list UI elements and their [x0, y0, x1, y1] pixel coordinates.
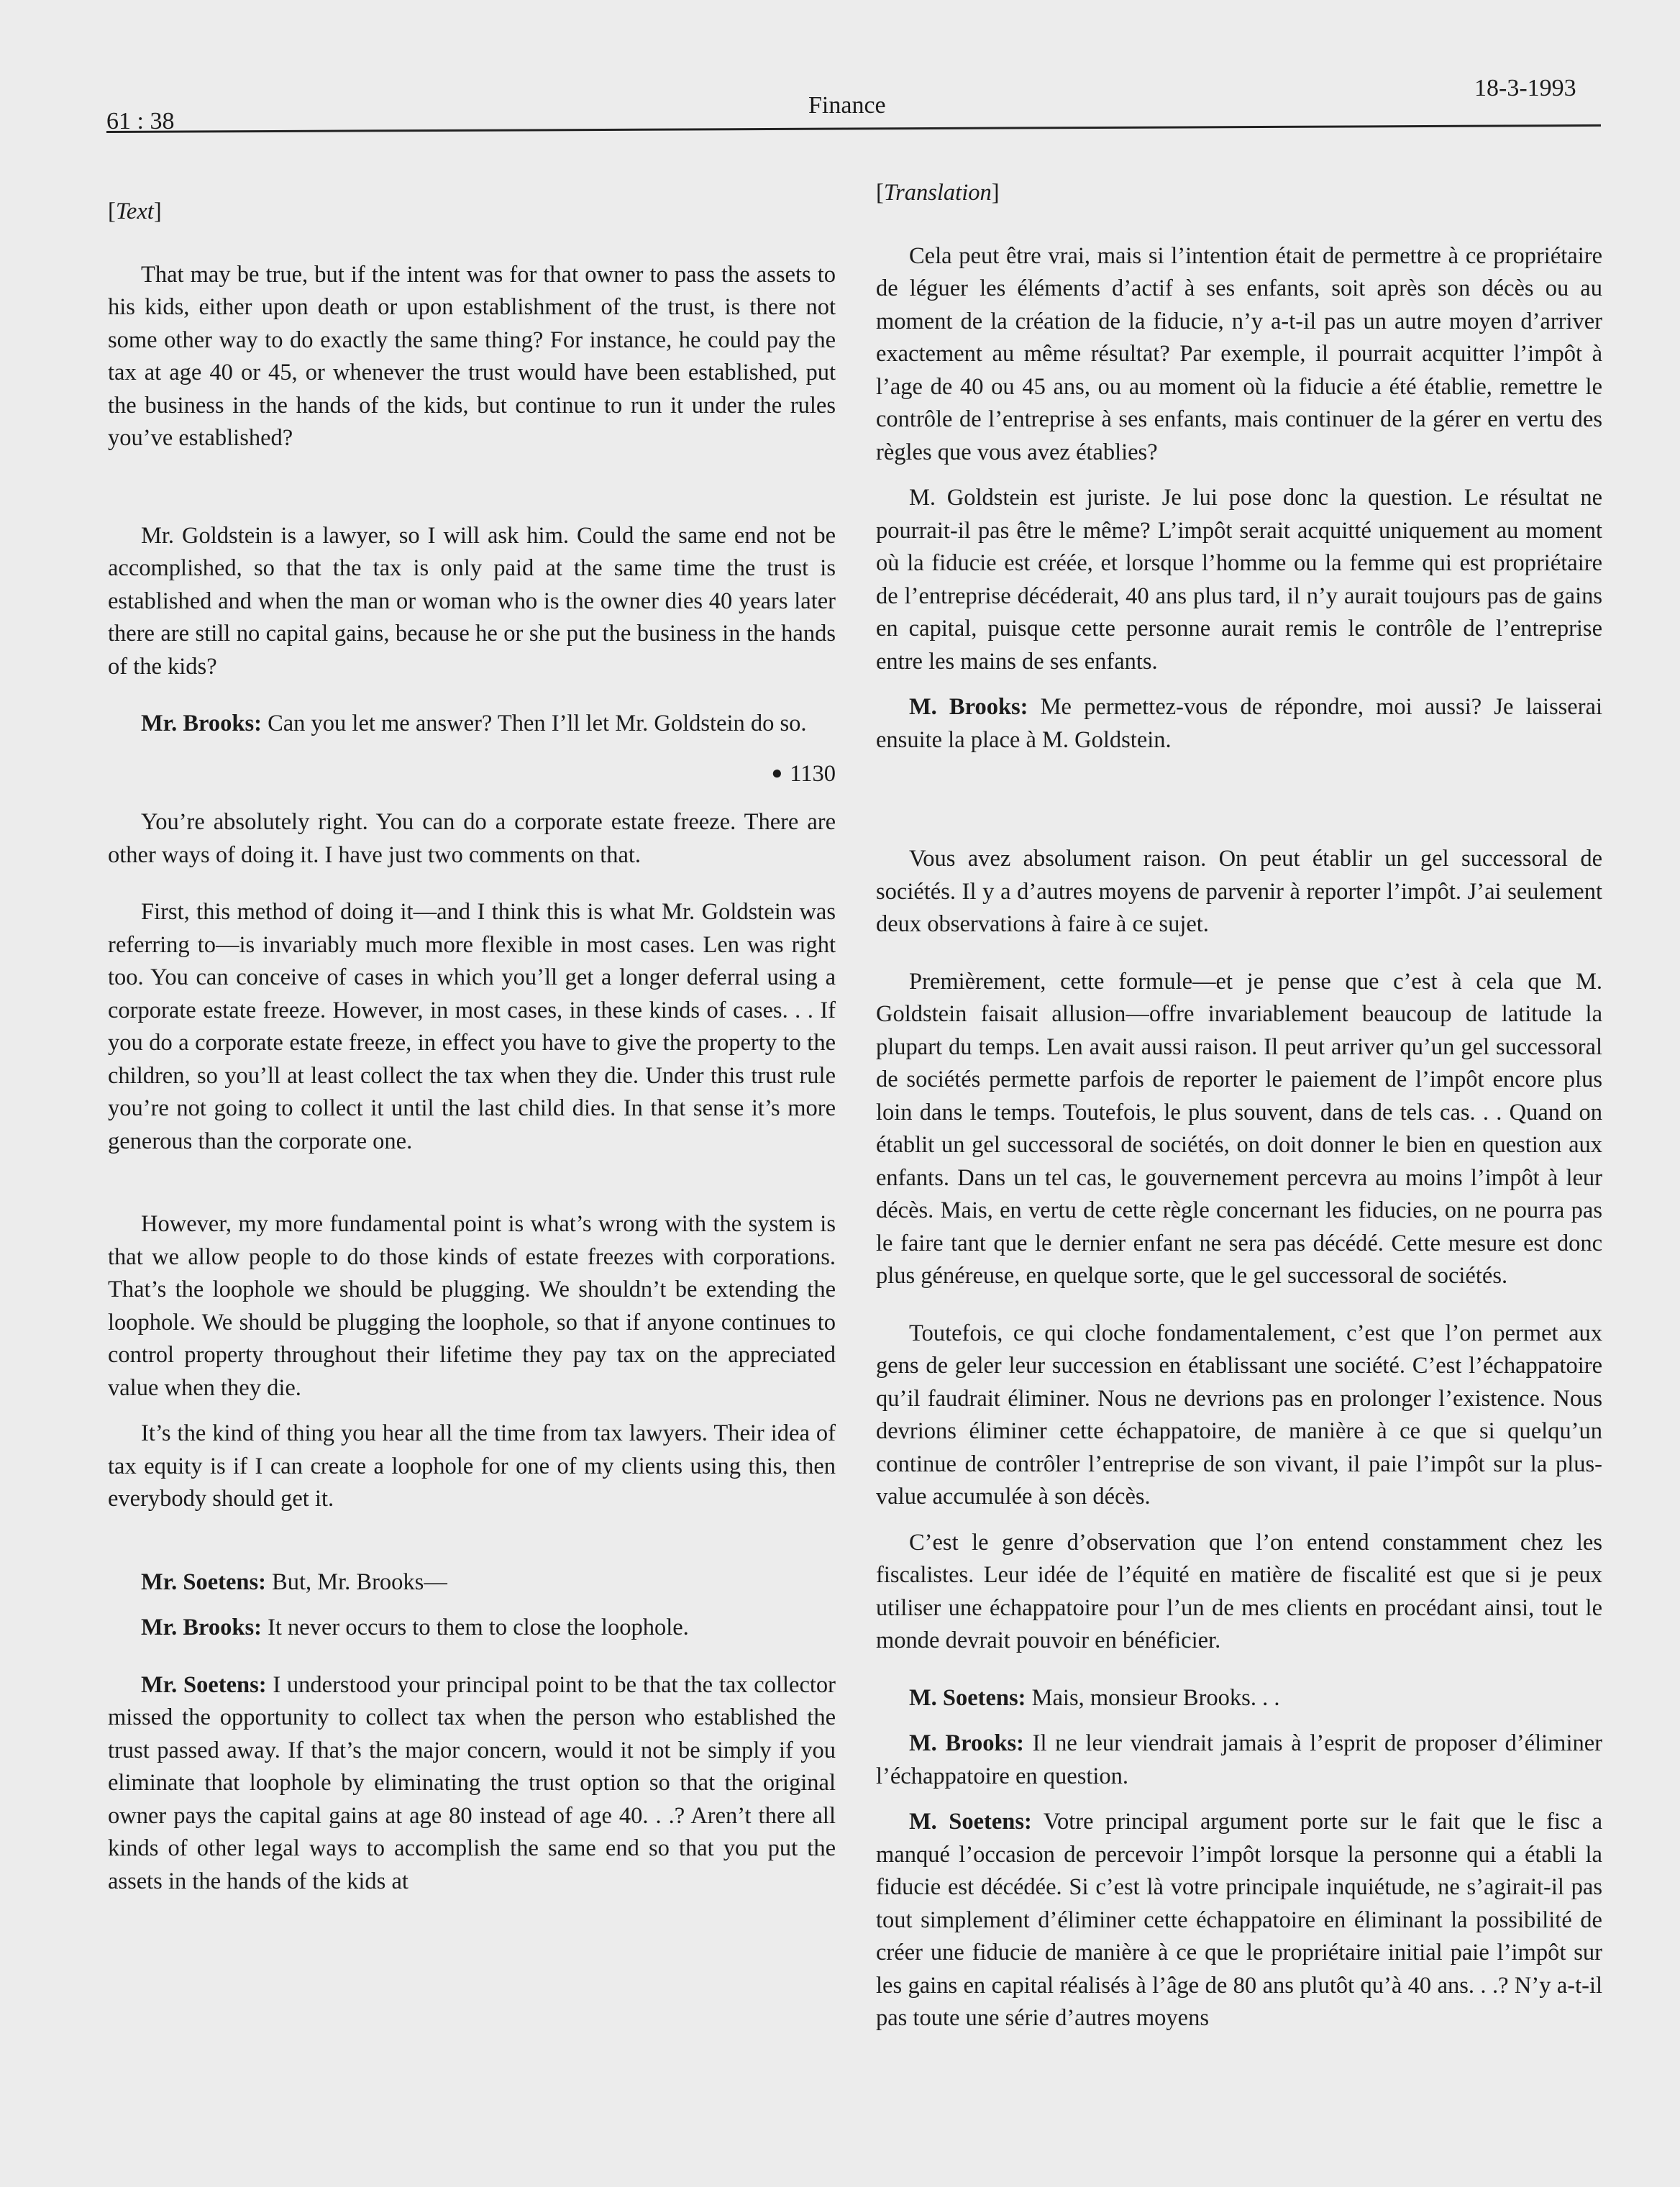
speaker-name: Mr. Soetens: [141, 1569, 266, 1595]
column-tag: [Translation] [876, 180, 1000, 206]
speaker-name: Mr. Soetens: [141, 1671, 267, 1698]
paragraph: Cela peut être vrai, mais si l’intention était de permettre à ce propriétaire de léguer les éléments d’actif à ses enfants, soit après son décès ou au moment de la création de la fiducie, n’y a-t-il pas un autre moyen d’arriver exactement au même résultat? Par exemple, il pourrait acquitter l’impôt à l’age de 40 ou 45 ans, ou au moment où la fiducie a été établie, remettre le contrôle de l’entreprise à ses enfants, mais continuer de la gérer en vertu des règles que vous avez établies? [876, 242, 1602, 465]
column-english [108, 196, 836, 1898]
speaker-name: M. Brooks: [909, 1730, 1024, 1756]
paragraph: However, my more fundamental point is what’s wrong with the system is that we allow people to do those kinds of estate freezes with corporations. That’s the loophole we should be plugging. We shouldn’t be extending the loophole. We should be plugging the loophole, so that if anyone continues to control property throughout their lifetime they pay tax on the appreciated value when they die. [108, 1211, 836, 1401]
paragraph: Mr. Brooks: It never occurs to them to close the loophole. [141, 1615, 689, 1640]
paragraph: C’est le genre d’observation que l’on entend constamment chez les fiscalistes. Leur idée de l’équité en matière de fiscalité est que si je peux utiliser une échappatoire pour l’un de mes clients en procédant ainsi, tout le monde devrait pouvoir en bénéficier. [876, 1529, 1602, 1653]
header-rule [106, 124, 1601, 133]
paragraph: Vous avez absolument raison. On peut établir un gel successoral de sociétés. Il y a d’autres moyens de parvenir à reporter l’impôt. J’ai seulement deux observations à faire à ce sujet. [876, 846, 1602, 937]
paragraph: First, this method of doing it—and I think this is what Mr. Goldstein was referring to—is invariably much more flexible in most cases. Len was right too. You can conceive of cases in which you’ll get a longer deferral using a corporate estate freeze. However, in most cases, in these kinds of cases. . . If you do a corporate estate freeze, in effect you have to give the property to the children, so you’ll at least collect the tax when they die. Under this trust rule you’re not going to collect it until the last child dies. In that sense it’s more generous than the corporate one. [108, 899, 836, 1154]
paragraph: M. Brooks: Me permettez-vous de répondre, moi aussi? Je laisserai ensuite la place à M. Goldstein. [876, 694, 1602, 753]
paragraph: Mr. Soetens: I understood your principal point to be that the tax collector missed the opportunity to collect tax when the person who established the trust passed away. If that’s the major concern, would it not be simply if you eliminate that loophole by eliminating the trust option so that the original owner pays the capital gains at age 80 instead of age 40. . .? Aren’t there all kinds of other legal ways to accomplish the same end so that you put the assets in the hands of the kids at [108, 1671, 836, 1894]
paragraph: You’re absolutely right. You can do a corporate estate freeze. There are other ways of doing it. I have just two comments on that. [108, 809, 836, 868]
paragraph: That may be true, but if the intent was for that owner to pass the assets to his kids, either upon death or upon establishment of the trust, is there not some other way to do exactly the same thing? For instance, he could pay the tax at age 40 or 45, or whenever the trust would have been established, put the business in the hands of the kids, but continue to run it under the rules you’ve established? [108, 261, 836, 451]
column-french [876, 177, 1602, 2035]
page-title: Finance [808, 92, 886, 119]
paragraph: Premièrement, cette formule—et je pense que c’est à cela que M. Goldstein faisait allusion—offre invariablement beaucoup de latitude la plupart du temps. Len avait aussi raison. Il peut arriver qu’un gel successoral de sociétés permette parfois de reporter le paiement de l’impôt encore plus loin dans le temps. Toutefois, le plus souvent, dans de tels cas. . . Quand on établit un gel successoral de sociétés, on doit donner le bien en question aux enfants. Dans un tel cas, le gouvernement percevra au moins l’impôt à leur décès. Mais, en vertu de cette règle concernant les fiducies, on ne pourra pas le faire tant que le dernier enfant ne sera pas décédé. Cette mesure est donc plus généreuse, en quelque sorte, que le gel successoral de sociétés. [876, 968, 1602, 1289]
paragraph: M. Goldstein est juriste. Je lui pose donc la question. Le résultat ne pourrait-il pas être le même? L’impôt serait acquitté uniquement au moment où la fiducie est créée, et lorsque l’homme ou la femme qui est propriétaire de l’entreprise décéderait, 40 ans plus tard, il n’y aurait toujours pas de gains en capital, puisque cette personne aurait remis le contrôle de l’entreprise entre les mains de ses enfants. [876, 485, 1602, 675]
speaker-name: M. Soetens: [909, 1809, 1032, 1835]
speaker-name: Mr. Brooks: [141, 711, 262, 736]
bullet-icon: ● [771, 762, 783, 783]
speaker-name: Mr. Brooks: [141, 1615, 262, 1640]
column-tag: [Text] [108, 198, 162, 224]
paragraph: Mr. Brooks: Can you let me answer? Then I’ll let Mr. Goldstein do so. [141, 711, 807, 736]
page-date: 18-3-1993 [1474, 75, 1576, 101]
paragraph: M. Brooks: Il ne leur viendrait jamais à l’esprit de proposer d’éliminer l’échappatoire en question. [876, 1730, 1602, 1789]
paragraph: Mr. Goldstein is a lawyer, so I will ask him. Could the same end not be accomplished, so that the tax is only paid at the same time the trust is established and when the man or woman who is the owner dies 40 years later there are still no capital gains, because he or she put the business in the hands of the kids? [108, 522, 836, 680]
page-number: 61 : 38 [106, 108, 175, 134]
speaker-name: M. Brooks: [909, 694, 1028, 720]
paragraph: Mr. Soetens: But, Mr. Brooks— [141, 1569, 447, 1595]
paragraph: M. Soetens: Mais, monsieur Brooks. . . [909, 1684, 1280, 1711]
speaker-name: M. Soetens: [909, 1684, 1026, 1711]
paragraph: M. Soetens: Votre principal argument porte sur le fait que le fisc a manqué l’occasion de percevoir l’impôt lorsque la personne qui a établi la fiducie est décédée. Si c’est là votre principale inquiétude, ne s’agirait-il pas tout simplement d’éliminer cette échappatoire en éliminant la possibilité de créer une fiducie de manière à ce que le propriétaire initial paie l’impôt sur les gains en capital réalisés à l’âge de 80 ans plutôt qu’à 40 ans. . .? N’y a-t-il pas toute une série d’autres moyens [876, 1809, 1602, 2031]
time-marker: ● 1130 [771, 760, 836, 787]
paragraph: It’s the kind of thing you hear all the time from tax lawyers. Their idea of tax equity is if I can create a loophole for one of my clients using this, then everybody should get it. [108, 1420, 836, 1512]
paragraph: Toutefois, ce qui cloche fondamentalement, c’est que l’on permet aux gens de geler leur succession en établissant une société. C’est l’échappatoire qu’il faudrait éliminer. Nous ne devrions pas en prolonger l’existence. Nous devrions éliminer cette échappatoire, de manière à ce que si quelqu’un continue de contrôler l’entreprise de son vivant, il paie l’impôt sur la plus-value accumulée à son décès. [876, 1320, 1602, 1510]
